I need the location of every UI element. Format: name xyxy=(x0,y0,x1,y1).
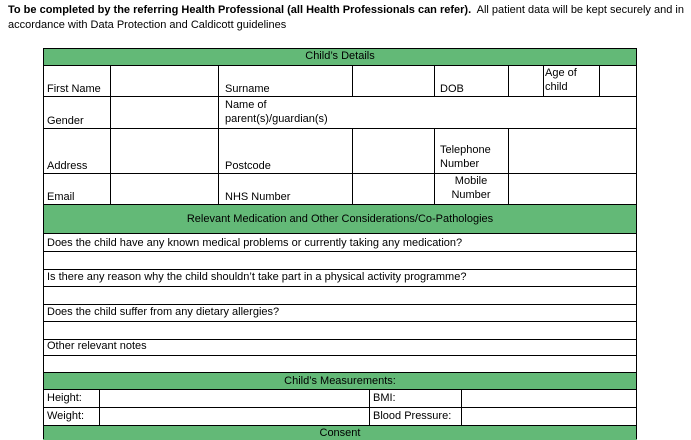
weight-label: Weight: xyxy=(47,410,85,422)
question-activity-restriction: Is there any reason why the child shouldn’t take part in a physical activity programme? xyxy=(47,271,467,283)
blood-pressure-label: Blood Pressure: xyxy=(373,410,452,422)
mobile-label: Mobile Number xyxy=(451,175,491,201)
blood-pressure-field[interactable] xyxy=(461,408,637,425)
answer-activity-restriction[interactable] xyxy=(43,287,637,304)
rule xyxy=(461,389,462,425)
address-field[interactable] xyxy=(110,129,218,173)
intro-normal: All patient data will be kept securely and in accordance with Data Protection and Caldicott guidelines xyxy=(8,4,684,31)
rule xyxy=(43,407,637,408)
rule xyxy=(43,128,637,129)
first-name-field[interactable] xyxy=(110,66,218,96)
rule xyxy=(352,128,353,204)
question-medical-problems: Does the child have any known medical problems or currently taking any medication? xyxy=(47,237,463,249)
parent-name-label: Name of parent(s)/guardian(s) xyxy=(225,99,328,125)
rule xyxy=(434,128,435,204)
age-of-child-label: Age of child xyxy=(545,67,577,93)
rule xyxy=(43,251,637,252)
parent-name-field[interactable] xyxy=(352,97,637,128)
consent-title: Consent xyxy=(319,427,361,439)
rule xyxy=(352,65,353,96)
email-field[interactable] xyxy=(110,174,218,203)
answer-dietary-allergies[interactable] xyxy=(43,322,637,339)
rule xyxy=(43,96,637,97)
rule xyxy=(110,65,111,204)
rule xyxy=(218,65,219,204)
referral-form-table xyxy=(43,48,637,439)
rule xyxy=(43,48,637,49)
telephone-label: Telephone Number xyxy=(440,144,491,170)
nhs-number-label: NHS Number xyxy=(225,191,291,203)
gender-field[interactable] xyxy=(110,97,218,128)
rule xyxy=(369,389,370,425)
measurements-header xyxy=(43,373,637,389)
surname-field[interactable] xyxy=(352,66,434,96)
email-label: Email xyxy=(47,191,75,203)
rule xyxy=(434,65,435,96)
answer-medical-problems[interactable] xyxy=(43,252,637,269)
intro-bold: To be completed by the referring Health Professional (all Health Professionals can refer). xyxy=(8,4,472,16)
mobile-field[interactable] xyxy=(508,174,637,203)
rule xyxy=(43,389,637,390)
rule xyxy=(99,389,100,425)
postcode-field[interactable] xyxy=(352,129,434,173)
telephone-field[interactable] xyxy=(508,129,637,173)
rule xyxy=(43,304,637,305)
question-dietary-allergies: Does the child suffer from any dietary allergies? xyxy=(47,306,280,318)
postcode-label: Postcode xyxy=(225,160,271,172)
rule xyxy=(543,65,544,96)
age-of-child-field[interactable] xyxy=(599,66,637,96)
rule xyxy=(508,128,509,204)
rule xyxy=(43,425,637,426)
rule xyxy=(43,339,637,340)
medication-header xyxy=(43,205,637,233)
other-notes-field[interactable] xyxy=(43,356,637,372)
first-name-label: First Name xyxy=(47,83,101,95)
height-field[interactable] xyxy=(99,390,369,407)
weight-field[interactable] xyxy=(99,408,369,425)
address-label: Address xyxy=(47,160,88,172)
consent-header xyxy=(43,426,637,440)
dob-field[interactable] xyxy=(508,66,543,96)
medication-title: Relevant Medication and Other Considerations/Co-Pathologies xyxy=(186,213,494,225)
rule xyxy=(599,65,600,96)
dob-label: DOB xyxy=(440,83,464,95)
other-notes-label: Other relevant notes xyxy=(47,340,147,352)
rule xyxy=(43,269,637,270)
rule xyxy=(43,286,637,287)
rule xyxy=(43,173,637,174)
bmi-field[interactable] xyxy=(461,390,637,407)
surname-label: Surname xyxy=(225,83,270,95)
rule xyxy=(43,204,637,205)
rule xyxy=(636,48,637,439)
rule xyxy=(43,372,637,373)
childs-details-title: Child’s Details xyxy=(305,50,375,62)
rule xyxy=(508,65,509,96)
height-label: Height: xyxy=(47,392,82,404)
rule xyxy=(43,321,637,322)
rule xyxy=(43,233,637,234)
childs-details-header xyxy=(43,48,637,65)
measurements-title: Child’s Measurements: xyxy=(284,375,396,387)
gender-label: Gender xyxy=(47,115,84,127)
nhs-number-field[interactable] xyxy=(352,174,434,203)
bmi-label: BMI: xyxy=(373,392,396,404)
rule xyxy=(43,355,637,356)
rule xyxy=(43,65,637,66)
rule xyxy=(43,48,44,439)
intro-text xyxy=(8,3,688,33)
